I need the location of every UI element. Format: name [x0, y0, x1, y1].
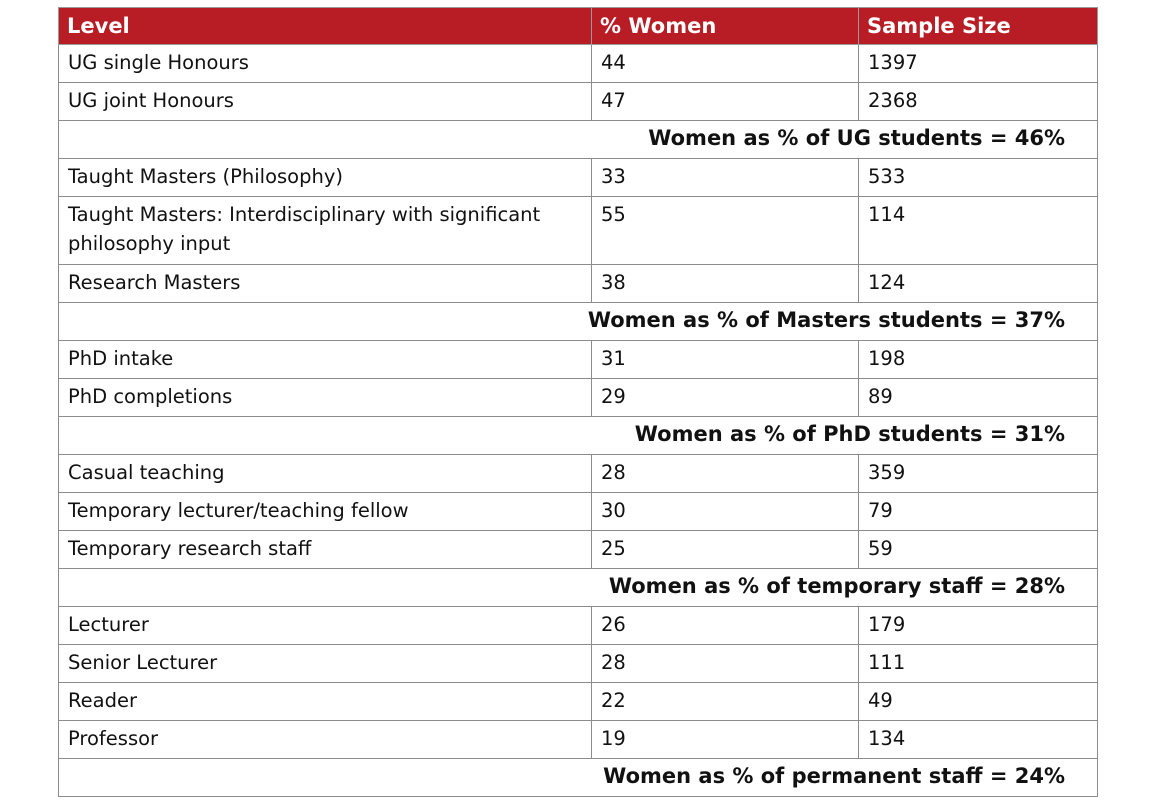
- summary-row: [59, 303, 1098, 341]
- header-pct-women: % Women: [592, 8, 859, 45]
- table-row: [59, 645, 1098, 683]
- table-row: [59, 45, 1098, 83]
- table-row: [59, 265, 1098, 303]
- cell-sample-size: 134: [859, 721, 1098, 759]
- header-sample-size: Sample Size: [859, 8, 1098, 45]
- table-row: [59, 159, 1098, 197]
- cell-sample-size: 1397: [859, 45, 1098, 83]
- cell-pct-women: 31: [592, 341, 859, 379]
- cell-sample-size: 111: [859, 645, 1098, 683]
- cell-pct-women: 28: [592, 645, 859, 683]
- cell-level: Reader: [59, 683, 592, 721]
- cell-sample-size: 179: [859, 607, 1098, 645]
- cell-sample-size: 2368: [859, 83, 1098, 121]
- summary-row: [59, 569, 1098, 607]
- table-row: [59, 455, 1098, 493]
- table-row: [59, 607, 1098, 645]
- table-row: [59, 531, 1098, 569]
- table-row: [59, 493, 1098, 531]
- summary-row: [59, 759, 1098, 797]
- cell-level: Temporary research staff: [59, 531, 592, 569]
- group-summary: Women as % of UG students = 46%: [59, 121, 1098, 159]
- cell-pct-women: 30: [592, 493, 859, 531]
- table-row: [59, 341, 1098, 379]
- cell-sample-size: 198: [859, 341, 1098, 379]
- cell-pct-women: 22: [592, 683, 859, 721]
- group-summary: Women as % of Masters students = 37%: [59, 303, 1098, 341]
- women-representation-table: [58, 7, 1098, 797]
- summary-row: [59, 417, 1098, 455]
- cell-level: Senior Lecturer: [59, 645, 592, 683]
- cell-pct-women: 33: [592, 159, 859, 197]
- cell-level: UG joint Honours: [59, 83, 592, 121]
- cell-level: Professor: [59, 721, 592, 759]
- cell-sample-size: 114: [859, 197, 1098, 265]
- cell-level: Taught Masters (Philosophy): [59, 159, 592, 197]
- cell-sample-size: 89: [859, 379, 1098, 417]
- cell-level: Taught Masters: Interdisciplinary with significant philosophy input: [59, 197, 592, 265]
- cell-level: UG single Honours: [59, 45, 592, 83]
- summary-row: [59, 121, 1098, 159]
- cell-pct-women: 29: [592, 379, 859, 417]
- group-summary: Women as % of PhD students = 31%: [59, 417, 1098, 455]
- group-summary: Women as % of permanent staff = 24%: [59, 759, 1098, 797]
- table-row: [59, 83, 1098, 121]
- cell-level: Casual teaching: [59, 455, 592, 493]
- cell-pct-women: 47: [592, 83, 859, 121]
- table-row: [59, 197, 1098, 265]
- group-summary: Women as % of temporary staff = 28%: [59, 569, 1098, 607]
- cell-sample-size: 79: [859, 493, 1098, 531]
- cell-sample-size: 359: [859, 455, 1098, 493]
- cell-sample-size: 59: [859, 531, 1098, 569]
- clipped-caption-fragment: [62, 0, 462, 4]
- cell-pct-women: 44: [592, 45, 859, 83]
- table-header-row: [59, 8, 1098, 45]
- cell-pct-women: 25: [592, 531, 859, 569]
- cell-level: Lecturer: [59, 607, 592, 645]
- header-level: Level: [59, 8, 592, 45]
- table-row: [59, 379, 1098, 417]
- table-row: [59, 721, 1098, 759]
- cell-pct-women: 28: [592, 455, 859, 493]
- cell-pct-women: 19: [592, 721, 859, 759]
- table-body: [59, 45, 1098, 797]
- cell-sample-size: 49: [859, 683, 1098, 721]
- cell-level: PhD completions: [59, 379, 592, 417]
- cell-sample-size: 124: [859, 265, 1098, 303]
- cell-pct-women: 26: [592, 607, 859, 645]
- cell-sample-size: 533: [859, 159, 1098, 197]
- cell-level: Temporary lecturer/teaching fellow: [59, 493, 592, 531]
- cell-level: PhD intake: [59, 341, 592, 379]
- cell-pct-women: 38: [592, 265, 859, 303]
- cell-level: Research Masters: [59, 265, 592, 303]
- cell-pct-women: 55: [592, 197, 859, 265]
- table-row: [59, 683, 1098, 721]
